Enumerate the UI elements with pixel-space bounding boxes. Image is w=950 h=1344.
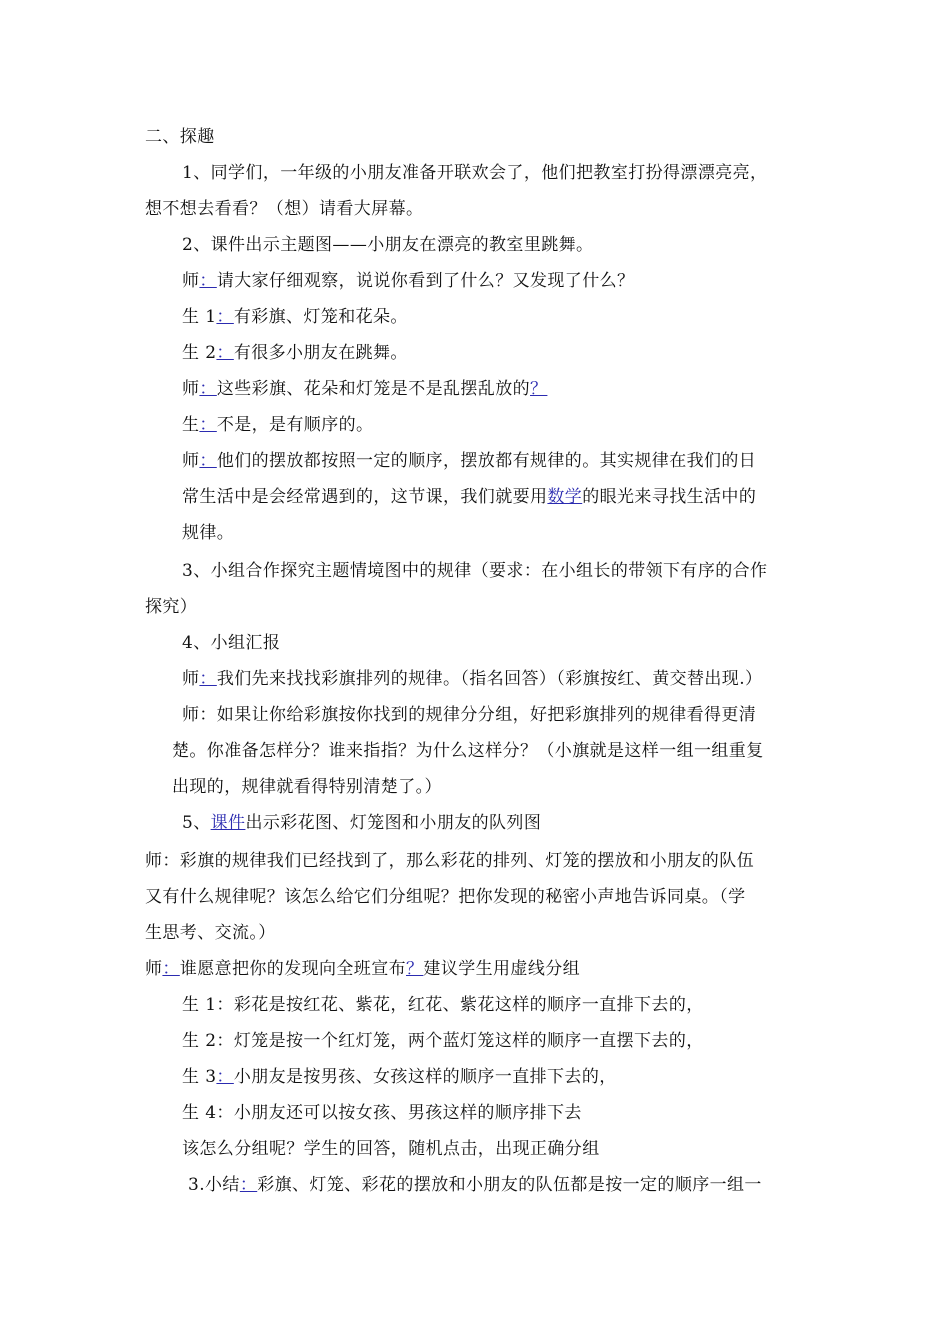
paragraph-line: 1、同学们，一年级的小朋友准备开联欢会了，他们把教室打扮得漂漂亮亮， [182,163,768,183]
dialogue-line: 生 2：有很多小朋友在跳舞。 [182,343,408,363]
dialogue-line: 生 4：小朋友还可以按女孩、男孩这样的顺序排下去 [182,1103,582,1123]
math-link[interactable]: 数学 [547,487,583,507]
section-heading: 二、探趣 [145,127,215,147]
summary-line: 3.小结：彩旗、灯笼、彩花的摆放和小朋友的队伍都是按一定的顺序一组一 [188,1175,762,1195]
paragraph-line: 生思考、交流。） [145,923,276,943]
dialogue-line: 生 2：灯笼是按一个红灯笼，两个蓝灯笼这样的顺序一直摆下去的， [182,1031,704,1051]
dialogue-line: 师：谁愿意把你的发现向全班宣布？建议学生用虚线分组 [145,959,581,979]
dialogue-line: 规律。 [182,523,235,543]
dialogue-line: 师：我们先来找找彩旗排列的规律。（指名回答）（彩旗按红、黄交替出现.） [182,669,763,689]
paragraph-line: 想不想去看看？（想）请看大屏幕。 [145,199,424,219]
dialogue-line: 出现的，规律就看得特别清楚了。） [172,777,442,797]
dialogue-line: 师：请大家仔细观察，说说你看到了什么？又发现了什么？ [182,271,635,291]
dialogue-line: 师：他们的摆放都按照一定的顺序，摆放都有规律的。其实规律在我们的日 [182,451,757,471]
dialogue-line: 师：如果让你给彩旗按你找到的规律分分组，好把彩旗排列的规律看得更清 [182,705,757,725]
paragraph-line: 该怎么分组呢？学生的回答，随机点击，出现正确分组 [182,1139,600,1159]
paragraph-line: 4、小组汇报 [182,633,281,653]
courseware-link[interactable]: 课件 [210,813,246,833]
paragraph-line: 5、课件出示彩花图、灯笼图和小朋友的队列图 [182,813,542,833]
paragraph-line: 师：彩旗的规律我们已经找到了，那么彩花的排列、灯笼的摆放和小朋友的队伍 [145,851,754,871]
dialogue-line: 师：这些彩旗、花朵和灯笼是不是乱摆乱放的？ [182,379,548,399]
dialogue-line: 生 1：有彩旗、灯笼和花朵。 [182,307,408,327]
dialogue-line: 楚。你准备怎样分？谁来指指？为什么这样分？（小旗就是这样一组一组重复 [172,741,764,761]
dialogue-line: 生 1：彩花是按红花、紫花，红花、紫花这样的顺序一直排下去的， [182,995,704,1015]
dialogue-line: 生 3：小朋友是按男孩、女孩这样的顺序一直排下去的， [182,1067,617,1087]
dialogue-line: 常生活中是会经常遇到的，这节课，我们就要用数学的眼光来寻找生活中的 [182,487,757,507]
paragraph-line: 3、小组合作探究主题情境图中的规律（要求：在小组长的带领下有序的合作 [182,561,768,581]
paragraph-line: 又有什么规律呢？该怎么给它们分组呢？把你发现的秘密小声地告诉同桌。（学 [145,887,746,907]
paragraph-line: 2、课件出示主题图——小朋友在漂亮的教室里跳舞。 [182,235,594,255]
paragraph-line: 探究） [145,597,198,617]
dialogue-line: 生：不是，是有顺序的。 [182,415,374,435]
